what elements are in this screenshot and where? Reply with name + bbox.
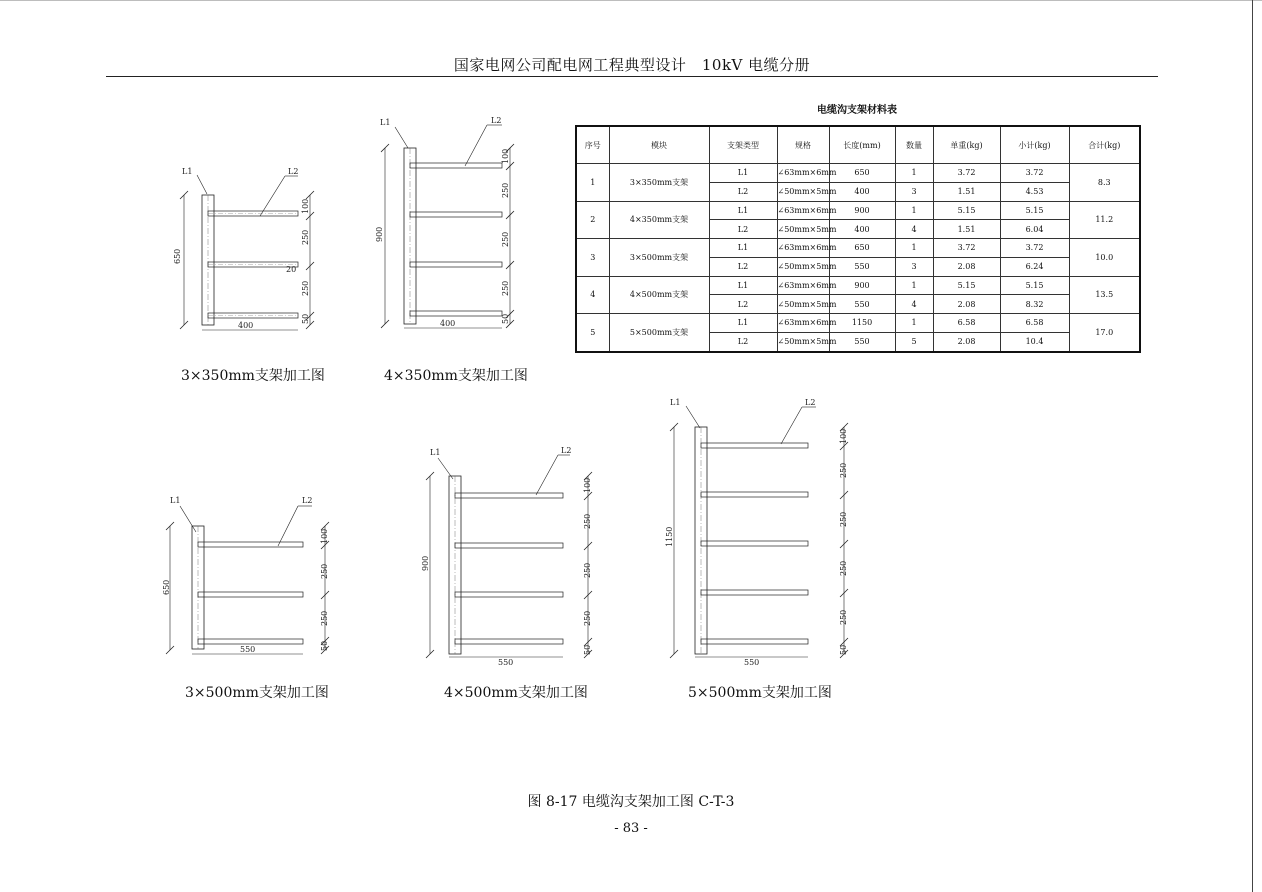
cell-length: 400: [829, 220, 895, 239]
cell-spec: ∠63mm×6mm: [777, 201, 829, 220]
cell-unit-weight: 5.15: [933, 276, 1000, 295]
spacing-dim: 250: [839, 462, 848, 478]
cell-type: L1: [709, 239, 777, 258]
cell-qty: 1: [895, 276, 933, 295]
cell-qty: 1: [895, 164, 933, 183]
spacing-dim: 20: [286, 265, 297, 274]
cell-length: 550: [829, 257, 895, 276]
cell-length: 650: [829, 164, 895, 183]
spacing-dim: 50: [301, 313, 310, 324]
cell-total: 17.0: [1069, 314, 1140, 353]
spacing-dim: 250: [320, 610, 329, 626]
label-l1: L1: [170, 496, 181, 505]
cell-subtotal: 6.24: [1000, 257, 1069, 276]
drawing-5x500: [664, 394, 864, 669]
spacing-dim: 50: [320, 640, 329, 651]
cell-type: L2: [709, 257, 777, 276]
cell-qty: 1: [895, 201, 933, 220]
cell-length: 1150: [829, 314, 895, 333]
cell-subtotal: 3.72: [1000, 164, 1069, 183]
width-dim: 400: [238, 321, 254, 330]
label-l2: L2: [288, 167, 299, 176]
spacing-dim: 50: [839, 644, 848, 655]
header-cell: 数量: [895, 126, 933, 164]
spacing-dim: 50: [501, 313, 510, 324]
height-dim: 650: [162, 579, 171, 595]
cell-length: 550: [829, 332, 895, 352]
cell-no: 1: [576, 164, 609, 202]
drawing-caption: 4×350mm支架加工图: [384, 368, 528, 384]
cell-type: L2: [709, 332, 777, 352]
cell-no: 3: [576, 239, 609, 277]
cell-spec: ∠50mm×5mm: [777, 257, 829, 276]
cell-unit-weight: 3.72: [933, 164, 1000, 183]
cell-spec: ∠63mm×6mm: [777, 239, 829, 258]
header-cell: 长度(mm): [829, 126, 895, 164]
cell-unit-weight: 3.72: [933, 239, 1000, 258]
header-cell: 合计(kg): [1069, 126, 1140, 164]
arm-l2: [455, 493, 563, 644]
table-row: [576, 164, 1140, 183]
table-row: [576, 276, 1140, 295]
spacing-dim: 100: [583, 477, 592, 493]
cell-subtotal: 6.04: [1000, 220, 1069, 239]
spacing-dim: 250: [501, 231, 510, 247]
height-dim: 1150: [665, 526, 674, 547]
label-l2: L2: [491, 116, 502, 125]
header-rule: [106, 76, 1158, 77]
cell-total: 13.5: [1069, 276, 1140, 314]
width-dim: 550: [498, 658, 514, 667]
spacing-dim: 250: [320, 563, 329, 579]
width-dim: 400: [440, 319, 456, 328]
cell-qty: 3: [895, 182, 933, 201]
cell-subtotal: 5.15: [1000, 276, 1069, 295]
cell-length: 900: [829, 201, 895, 220]
spacing-dim: 250: [301, 229, 310, 245]
cell-qty: 1: [895, 314, 933, 333]
arm-l2: [198, 542, 303, 644]
page-header: 国家电网公司配电网工程典型设计 10kV 电缆分册: [453, 56, 811, 74]
spacing-dim: 250: [301, 280, 310, 296]
drawing-4x350: [375, 112, 535, 337]
height-dim: 900: [375, 226, 384, 242]
drawing-3x350: [170, 160, 330, 340]
header-cell: 单重(kg): [933, 126, 1000, 164]
cell-unit-weight: 1.51: [933, 220, 1000, 239]
spacing-dim: 250: [583, 513, 592, 529]
cell-spec: ∠50mm×5mm: [777, 295, 829, 314]
table-row: [576, 201, 1140, 220]
label-l1: L1: [380, 118, 391, 127]
table-title: 电缆沟支架材料表: [817, 105, 897, 116]
drawing-caption: 5×500mm支架加工图: [688, 685, 832, 701]
header-cell: 小计(kg): [1000, 126, 1069, 164]
height-dim: 900: [421, 555, 430, 571]
arm-l2: [410, 163, 502, 316]
cell-module: 3×500mm支架: [609, 239, 709, 277]
drawing-caption: 4×500mm支架加工图: [444, 685, 588, 701]
cell-qty: 4: [895, 220, 933, 239]
page-border-top: [0, 0, 1262, 1]
cell-no: 5: [576, 314, 609, 353]
cell-spec: ∠50mm×5mm: [777, 182, 829, 201]
cell-length: 400: [829, 182, 895, 201]
width-dim: 550: [240, 645, 256, 654]
cell-spec: ∠63mm×6mm: [777, 164, 829, 183]
cell-type: L2: [709, 295, 777, 314]
cell-unit-weight: 2.08: [933, 295, 1000, 314]
header-cell: 序号: [576, 126, 609, 164]
cell-subtotal: 10.4: [1000, 332, 1069, 352]
spacing-dim: 250: [501, 280, 510, 296]
cell-qty: 5: [895, 332, 933, 352]
label-l2: L2: [561, 446, 572, 455]
cell-type: L2: [709, 182, 777, 201]
cell-no: 2: [576, 201, 609, 239]
spacing-dim: 250: [839, 511, 848, 527]
header-cell: 支架类型: [709, 126, 777, 164]
spacing-dim: 100: [301, 198, 310, 214]
cell-subtotal: 8.32: [1000, 295, 1069, 314]
cell-qty: 1: [895, 239, 933, 258]
page-number: - 83 -: [614, 821, 648, 836]
header-cell: 模块: [609, 126, 709, 164]
cell-type: L1: [709, 164, 777, 183]
cell-module: 4×350mm支架: [609, 201, 709, 239]
cell-module: 4×500mm支架: [609, 276, 709, 314]
cell-qty: 3: [895, 257, 933, 276]
spacing-dim: 250: [583, 562, 592, 578]
cell-type: L1: [709, 201, 777, 220]
label-l1: L1: [430, 448, 441, 457]
spacing-dim: 100: [839, 428, 848, 444]
height-dim: 650: [173, 248, 182, 264]
materials-table: [575, 125, 1141, 353]
cell-unit-weight: 6.58: [933, 314, 1000, 333]
cell-total: 8.3: [1069, 164, 1140, 202]
table-header-row: [576, 126, 1140, 164]
cell-type: L2: [709, 220, 777, 239]
cell-subtotal: 3.72: [1000, 239, 1069, 258]
cell-spec: ∠63mm×6mm: [777, 276, 829, 295]
arm-l2: [208, 211, 298, 318]
cell-spec: ∠63mm×6mm: [777, 314, 829, 333]
cell-no: 4: [576, 276, 609, 314]
drawing-3x500: [160, 490, 350, 665]
arm-l2: [701, 443, 808, 644]
cell-type: L1: [709, 314, 777, 333]
cell-unit-weight: 2.08: [933, 257, 1000, 276]
cell-length: 900: [829, 276, 895, 295]
spacing-dim: 100: [501, 148, 510, 164]
cell-length: 650: [829, 239, 895, 258]
cell-spec: ∠50mm×5mm: [777, 220, 829, 239]
spacing-dim: 50: [583, 644, 592, 655]
cell-unit-weight: 1.51: [933, 182, 1000, 201]
cell-subtotal: 4.53: [1000, 182, 1069, 201]
label-l2: L2: [302, 496, 313, 505]
page-border-right: [1252, 0, 1253, 892]
cell-type: L1: [709, 276, 777, 295]
cell-subtotal: 6.58: [1000, 314, 1069, 333]
spacing-dim: 250: [839, 560, 848, 576]
spacing-dim: 250: [583, 610, 592, 626]
cell-unit-weight: 2.08: [933, 332, 1000, 352]
drawing-caption: 3×500mm支架加工图: [185, 685, 329, 701]
width-dim: 550: [744, 658, 760, 667]
figure-caption: 图 8-17 电缆沟支架加工图 C-T-3: [527, 794, 735, 810]
cell-spec: ∠50mm×5mm: [777, 332, 829, 352]
cell-total: 10.0: [1069, 239, 1140, 277]
cell-subtotal: 5.15: [1000, 201, 1069, 220]
table-row: [576, 314, 1140, 333]
cell-qty: 4: [895, 295, 933, 314]
cell-module: 5×500mm支架: [609, 314, 709, 353]
spacing-dim: 250: [839, 609, 848, 625]
table-row: [576, 239, 1140, 258]
label-l1: L1: [182, 167, 193, 176]
cell-module: 3×350mm支架: [609, 164, 709, 202]
spacing-dim: 250: [501, 182, 510, 198]
cell-length: 550: [829, 295, 895, 314]
cell-unit-weight: 5.15: [933, 201, 1000, 220]
label-l2: L2: [805, 398, 816, 407]
spacing-dim: 100: [320, 528, 329, 544]
cell-total: 11.2: [1069, 201, 1140, 239]
drawing-caption: 3×350mm支架加工图: [181, 368, 325, 384]
label-l1: L1: [670, 398, 681, 407]
drawing-4x500: [418, 443, 608, 665]
header-cell: 规格: [777, 126, 829, 164]
